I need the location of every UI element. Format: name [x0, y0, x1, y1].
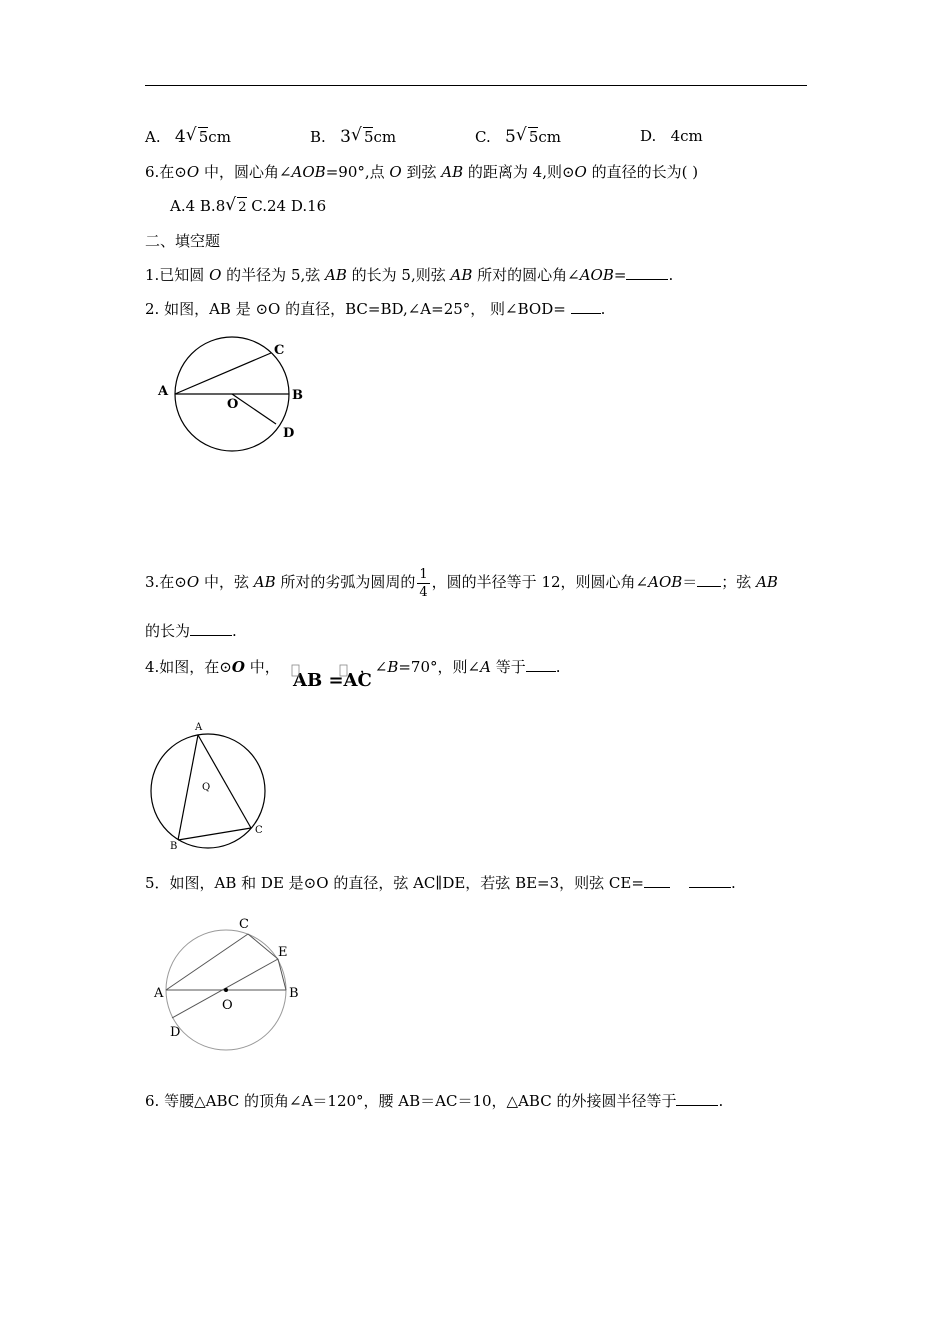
arc-mark-ab: [292, 665, 299, 676]
label-a: A: [154, 986, 164, 1001]
label-b: B: [170, 841, 178, 852]
label-o: O: [227, 397, 239, 412]
q6-choice-options: A.4 B.8√ 2 C.24 D.16: [170, 196, 326, 218]
figure-2: [150, 332, 330, 462]
answer-blank[interactable]: [644, 887, 670, 888]
option-a: A. 4√ 5cm: [145, 127, 231, 147]
fill-question-6: 6. 等腰△ABC 的顶角∠A＝120°，腰 AB＝AC＝10，△ABC 的外接圆半径等于 .: [145, 1092, 724, 1110]
center-dot: [224, 988, 228, 992]
label-c: C: [255, 825, 263, 836]
figure-4: [145, 718, 275, 853]
arc-marks: [290, 664, 370, 678]
fill-question-1: 1.已知圆 O 的半径为 5,弦 AB 的长为 5,则弦 AB 所对的圆心角∠AOB= .: [145, 266, 674, 284]
fraction-quarter: $\frac{1}{4}$: [419, 566, 428, 600]
chord-ac: [166, 934, 248, 990]
header-rule: [145, 85, 807, 86]
option-d: D. 4cm: [640, 127, 703, 145]
label-c: C: [239, 917, 249, 932]
label-q: Q: [202, 782, 211, 793]
fill-question-3-cont: 的长为 .: [145, 622, 237, 640]
answer-blank[interactable]: [571, 313, 601, 314]
q6-choice-question: 6.在⊙O 中，圆心角∠AOB=90°,点 O 到弦 AB 的距离为 4,则⊙O 的直径的长为( ): [145, 163, 699, 181]
label-e: E: [278, 945, 288, 960]
option-c: C. 5√ 5cm: [475, 127, 561, 147]
label-d: D: [283, 426, 295, 441]
fill-question-2: 2. 如图，AB 是 ⊙O 的直径，BC=BD,∠A=25°， 则∠BOD= .: [145, 300, 606, 318]
fill-question-4: 4.如图，在⊙O 中， ，∠B=70°，则∠A 等于 .: [145, 658, 561, 676]
label-b: B: [292, 388, 303, 403]
answer-blank[interactable]: [626, 279, 668, 280]
fill-question-5: 5．如图，AB 和 DE 是⊙O 的直径，弦 AC∥DE，若弦 BE=3，则弦 CE= .: [145, 874, 736, 892]
answer-blank[interactable]: [697, 586, 721, 587]
answer-blank[interactable]: [526, 671, 556, 672]
label-d: D: [170, 1025, 181, 1040]
chord-ce: [248, 934, 278, 959]
chord-eb: [278, 959, 286, 990]
label-o: O: [222, 998, 233, 1013]
chord-ac: [175, 353, 271, 394]
answer-blank[interactable]: [190, 635, 232, 636]
side-ab: [178, 735, 198, 840]
option-b: B. 3√ 5cm: [310, 127, 396, 147]
label-b: B: [289, 986, 299, 1001]
answer-blank[interactable]: [676, 1105, 718, 1106]
label-a: A: [195, 722, 203, 733]
arc-mark-ac: [340, 665, 347, 676]
section-title: 二、填空题: [145, 232, 221, 250]
label-a: A: [158, 384, 169, 399]
label-c: C: [274, 343, 285, 358]
radius-od: [232, 394, 276, 424]
arc-equality: AB =AC: [293, 670, 372, 691]
answer-blank[interactable]: [689, 887, 731, 888]
fill-question-3: 3.在⊙O 中，弦 AB 所对的劣弧为圆周的 $\frac{1}{4}$ ，圆的半径等于 12，则圆心角∠AOB＝ ；弦 AB: [145, 566, 778, 600]
figure-5: [150, 912, 310, 1057]
